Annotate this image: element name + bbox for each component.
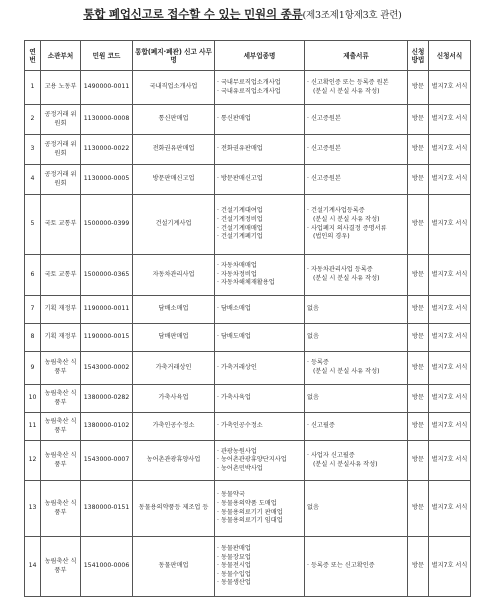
detail-cell xyxy=(215,71,305,105)
form-cell: 별지7호 서식 xyxy=(429,352,471,385)
docs-list xyxy=(307,145,405,154)
detail-list xyxy=(217,364,302,373)
code-cell: 1490000-0011 xyxy=(81,71,133,105)
row-number: 13 xyxy=(25,481,41,537)
docs-cell xyxy=(305,352,408,385)
agency-cell: 농림축산 식품부 xyxy=(41,385,81,413)
detail-list-item: · 자동차정비업 xyxy=(217,271,302,280)
agency-cell: 농림축산 식품부 xyxy=(41,441,81,481)
method-cell: 방문 xyxy=(408,352,429,385)
docs-list-item: · 사업폐지 의사결정 증명서류 xyxy=(307,225,405,234)
docs-list-item: (법인의 경우) xyxy=(313,233,350,241)
table-row xyxy=(25,441,471,481)
detail-list-item: · 동물용의약품 도매업 xyxy=(217,500,302,509)
code-cell: 1380000-0282 xyxy=(81,385,133,413)
agency-cell: 농림축산 식품부 xyxy=(41,352,81,385)
code-cell: 1500000-0399 xyxy=(81,195,133,255)
row-number: 4 xyxy=(25,165,41,195)
table-row xyxy=(25,352,471,385)
docs-list xyxy=(307,266,405,283)
form-cell: 별지7호 서식 xyxy=(429,413,471,441)
code-cell: 1543000-0007 xyxy=(81,441,133,481)
table-row xyxy=(25,165,471,195)
detail-list-item: · 동물용의료기기 임대업 xyxy=(217,517,302,526)
detail-list xyxy=(217,422,302,431)
table-row xyxy=(25,71,471,105)
business-cell: 방문판매신고업 xyxy=(133,165,215,195)
detail-cell xyxy=(215,105,305,135)
form-cell: 별지7호 서식 xyxy=(429,324,471,352)
form-cell: 별지7호 서식 xyxy=(429,105,471,135)
detail-list-item: · 가축사육업 xyxy=(217,394,302,403)
agency-cell: 농림축산 식품부 xyxy=(41,537,81,597)
form-cell: 별지7호 서식 xyxy=(429,255,471,296)
row-number: 11 xyxy=(25,413,41,441)
detail-list-item: · 자동차해체재활용업 xyxy=(217,279,302,288)
business-cell: 담배판매업 xyxy=(133,324,215,352)
detail-list-item: · 관광농원사업 xyxy=(217,448,302,457)
docs-cell: 없음 xyxy=(305,481,408,537)
table-row xyxy=(25,255,471,296)
business-cell: 통신판매업 xyxy=(133,105,215,135)
petition-table xyxy=(24,40,471,597)
code-cell: 1190000-0015 xyxy=(81,324,133,352)
docs-cell xyxy=(305,441,408,481)
code-cell: 1130000-0008 xyxy=(81,105,133,135)
docs-list xyxy=(307,422,405,431)
form-cell: 별지7호 서식 xyxy=(429,537,471,597)
docs-list-item: · 자동차관리사업 등록증 xyxy=(307,266,405,275)
detail-list-item: · 통신판매업 xyxy=(217,115,302,124)
detail-list-item: · 담배소매업 xyxy=(217,305,302,314)
detail-list xyxy=(217,79,302,96)
table-row xyxy=(25,324,471,352)
agency-cell: 고용 노동부 xyxy=(41,71,81,105)
detail-list-item: · 국내무료직업소개사업 xyxy=(217,79,302,88)
docs-cell xyxy=(305,195,408,255)
business-cell: 전화권유판매업 xyxy=(133,135,215,165)
table-body xyxy=(25,71,471,597)
docs-cell xyxy=(305,105,408,135)
docs-list xyxy=(307,115,405,124)
detail-list xyxy=(217,394,302,403)
docs-list-item: · 신고증원본 xyxy=(307,115,405,124)
detail-cell xyxy=(215,255,305,296)
business-cell: 동물판매업 xyxy=(133,537,215,597)
form-cell: 별지7호 서식 xyxy=(429,135,471,165)
row-number: 6 xyxy=(25,255,41,296)
method-cell: 방문 xyxy=(408,296,429,324)
table-row xyxy=(25,195,471,255)
docs-cell xyxy=(305,71,408,105)
method-cell: 방문 xyxy=(408,537,429,597)
code-cell: 1543000-0002 xyxy=(81,352,133,385)
method-cell: 방문 xyxy=(408,255,429,296)
method-cell: 방문 xyxy=(408,481,429,537)
form-cell: 별지7호 서식 xyxy=(429,441,471,481)
row-number: 9 xyxy=(25,352,41,385)
detail-cell xyxy=(215,352,305,385)
header-docs: 제출서류 xyxy=(305,41,408,71)
business-cell: 자동차관리사업 xyxy=(133,255,215,296)
row-number: 1 xyxy=(25,71,41,105)
business-cell: 담배소매업 xyxy=(133,296,215,324)
method-cell: 방문 xyxy=(408,324,429,352)
detail-cell xyxy=(215,165,305,195)
detail-list-item: · 동물전시업 xyxy=(217,562,302,571)
docs-cell: 없음 xyxy=(305,296,408,324)
method-cell: 방문 xyxy=(408,165,429,195)
code-cell: 1190000-0011 xyxy=(81,296,133,324)
detail-list xyxy=(217,207,302,241)
detail-list xyxy=(217,145,302,154)
docs-cell: 없음 xyxy=(305,385,408,413)
title-main: 통합 폐업신고로 접수할 수 있는 민원의 종류 xyxy=(83,7,303,21)
docs-cell xyxy=(305,165,408,195)
docs-list xyxy=(307,175,405,184)
detail-list-item: · 건설기계매매업 xyxy=(217,225,302,234)
code-cell: 1130000-0005 xyxy=(81,165,133,195)
detail-list xyxy=(217,545,302,588)
detail-cell xyxy=(215,385,305,413)
detail-list-item: · 동물판매업 xyxy=(217,545,302,554)
method-cell: 방문 xyxy=(408,195,429,255)
header-detail: 세부업종명 xyxy=(215,41,305,71)
docs-list-item: (분실 시 분실 사유 작성) xyxy=(313,275,380,282)
docs-list xyxy=(307,359,405,376)
docs-cell xyxy=(305,413,408,441)
docs-list-item: · 신고필증 xyxy=(307,422,405,431)
docs-list-item: (분실 시 분실 사유 작성) xyxy=(313,368,380,375)
detail-list xyxy=(217,262,302,288)
agency-cell: 공정거래 위원회 xyxy=(41,105,81,135)
docs-cell xyxy=(305,255,408,296)
document-title xyxy=(0,6,485,22)
detail-list-item: · 동물수입업 xyxy=(217,571,302,580)
docs-cell xyxy=(305,537,408,597)
row-number: 8 xyxy=(25,324,41,352)
detail-cell xyxy=(215,441,305,481)
agency-cell: 농림축산 식품부 xyxy=(41,413,81,441)
detail-list-item: · 전화권유판매업 xyxy=(217,145,302,154)
header-no: 연번 xyxy=(25,41,41,71)
detail-list xyxy=(217,448,302,474)
docs-list xyxy=(307,207,405,241)
method-cell: 방문 xyxy=(408,413,429,441)
agency-cell: 기획 재정부 xyxy=(41,324,81,352)
agency-cell: 국토 교통부 xyxy=(41,255,81,296)
row-number: 5 xyxy=(25,195,41,255)
docs-list xyxy=(307,452,405,469)
detail-list-item: · 가축인공수정소 xyxy=(217,422,302,431)
title-sub: (제3조제1항제3호 관련) xyxy=(302,10,402,21)
detail-cell xyxy=(215,481,305,537)
docs-list-item: · 신고확인증 또는 등록증 원본 xyxy=(307,79,405,88)
agency-cell: 기획 재정부 xyxy=(41,296,81,324)
detail-list-item: · 건설기계대여업 xyxy=(217,207,302,216)
table-header xyxy=(25,41,471,71)
form-cell: 별지7호 서식 xyxy=(429,195,471,255)
method-cell: 방문 xyxy=(408,441,429,481)
table-row xyxy=(25,135,471,165)
header-agency: 소관부처 xyxy=(41,41,81,71)
table-row xyxy=(25,481,471,537)
detail-cell xyxy=(215,296,305,324)
row-number: 2 xyxy=(25,105,41,135)
method-cell: 방문 xyxy=(408,71,429,105)
table-row xyxy=(25,296,471,324)
docs-list-item: (분실 시 분실 사유 작성) xyxy=(313,215,380,223)
docs-list-item: · 신고증원본 xyxy=(307,175,405,184)
header-method: 신청 방법 xyxy=(408,41,429,71)
docs-list xyxy=(307,562,405,571)
form-cell: 별지7호 서식 xyxy=(429,296,471,324)
docs-list-item: · 등록증 또는 신고확인증 xyxy=(307,562,405,571)
detail-list-item: · 자동차매매업 xyxy=(217,262,302,271)
docs-cell: 없음 xyxy=(305,324,408,352)
detail-cell xyxy=(215,135,305,165)
docs-cell xyxy=(305,135,408,165)
docs-list-item: · 등록증 xyxy=(307,359,405,368)
detail-list-item: · 동물용의료기기 판매업 xyxy=(217,509,302,518)
detail-list-item: · 동물약국 xyxy=(217,491,302,500)
form-cell: 별지7호 서식 xyxy=(429,385,471,413)
business-cell: 가축거래상인 xyxy=(133,352,215,385)
table-row xyxy=(25,413,471,441)
docs-list-item: (분실 시 분실사유 작성) xyxy=(313,460,378,468)
detail-cell xyxy=(215,537,305,597)
agency-cell: 공정거래 위원회 xyxy=(41,135,81,165)
code-cell: 1500000-0365 xyxy=(81,255,133,296)
table-row xyxy=(25,385,471,413)
detail-list-item: · 담배도매업 xyxy=(217,333,302,342)
header-code: 민원 코드 xyxy=(81,41,133,71)
business-cell: 가축인공수정소 xyxy=(133,413,215,441)
detail-cell xyxy=(215,195,305,255)
form-cell: 별지7호 서식 xyxy=(429,165,471,195)
method-cell: 방문 xyxy=(408,105,429,135)
business-cell: 국내직업소개사업 xyxy=(133,71,215,105)
code-cell: 1541000-0006 xyxy=(81,537,133,597)
docs-list-item: · 건설기계사업등록증 xyxy=(307,207,405,216)
business-cell: 건설기계사업 xyxy=(133,195,215,255)
method-cell: 방문 xyxy=(408,135,429,165)
form-cell: 별지7호 서식 xyxy=(429,481,471,537)
detail-list-item: · 가축거래상인 xyxy=(217,364,302,373)
row-number: 3 xyxy=(25,135,41,165)
detail-list-item: · 건설기계폐기업 xyxy=(217,233,302,242)
header-business: 통합(폐지·폐관) 신고 사무명 xyxy=(133,41,215,71)
table-row xyxy=(25,105,471,135)
detail-list-item: · 농어촌민박사업 xyxy=(217,465,302,474)
detail-list-item: · 동물생산업 xyxy=(217,579,302,588)
business-cell: 동물용의약품등 제조업 등 xyxy=(133,481,215,537)
detail-list-item: · 건설기계정비업 xyxy=(217,216,302,225)
agency-cell: 공정거래 위원회 xyxy=(41,165,81,195)
detail-list xyxy=(217,491,302,525)
docs-list-item: · 사업자 신고필증 xyxy=(307,452,405,461)
detail-list xyxy=(217,333,302,342)
code-cell: 1130000-0022 xyxy=(81,135,133,165)
detail-list-item: · 국내유료직업소개사업 xyxy=(217,88,302,97)
business-cell: 농어촌관광휴양사업 xyxy=(133,441,215,481)
row-number: 10 xyxy=(25,385,41,413)
detail-list-item: · 동물장묘업 xyxy=(217,554,302,563)
code-cell: 1380000-0151 xyxy=(81,481,133,537)
agency-cell: 농림축산 식품부 xyxy=(41,481,81,537)
code-cell: 1380000-0102 xyxy=(81,413,133,441)
business-cell: 가축사육업 xyxy=(133,385,215,413)
header-form: 신청서식 xyxy=(429,41,471,71)
detail-list xyxy=(217,115,302,124)
docs-list xyxy=(307,79,405,96)
table-row xyxy=(25,537,471,597)
detail-list-item: · 방문판매신고업 xyxy=(217,175,302,184)
form-cell: 별지7호 서식 xyxy=(429,71,471,105)
detail-list xyxy=(217,305,302,314)
row-number: 7 xyxy=(25,296,41,324)
detail-list xyxy=(217,175,302,184)
docs-list-item: · 신고증원본 xyxy=(307,145,405,154)
detail-cell xyxy=(215,324,305,352)
detail-list-item: · 농어촌관광휴양단지사업 xyxy=(217,456,302,465)
method-cell: 방문 xyxy=(408,385,429,413)
detail-cell xyxy=(215,413,305,441)
row-number: 14 xyxy=(25,537,41,597)
docs-list-item: (분실 시 분실 사유 작성) xyxy=(313,87,380,95)
agency-cell: 국토 교통부 xyxy=(41,195,81,255)
row-number: 12 xyxy=(25,441,41,481)
